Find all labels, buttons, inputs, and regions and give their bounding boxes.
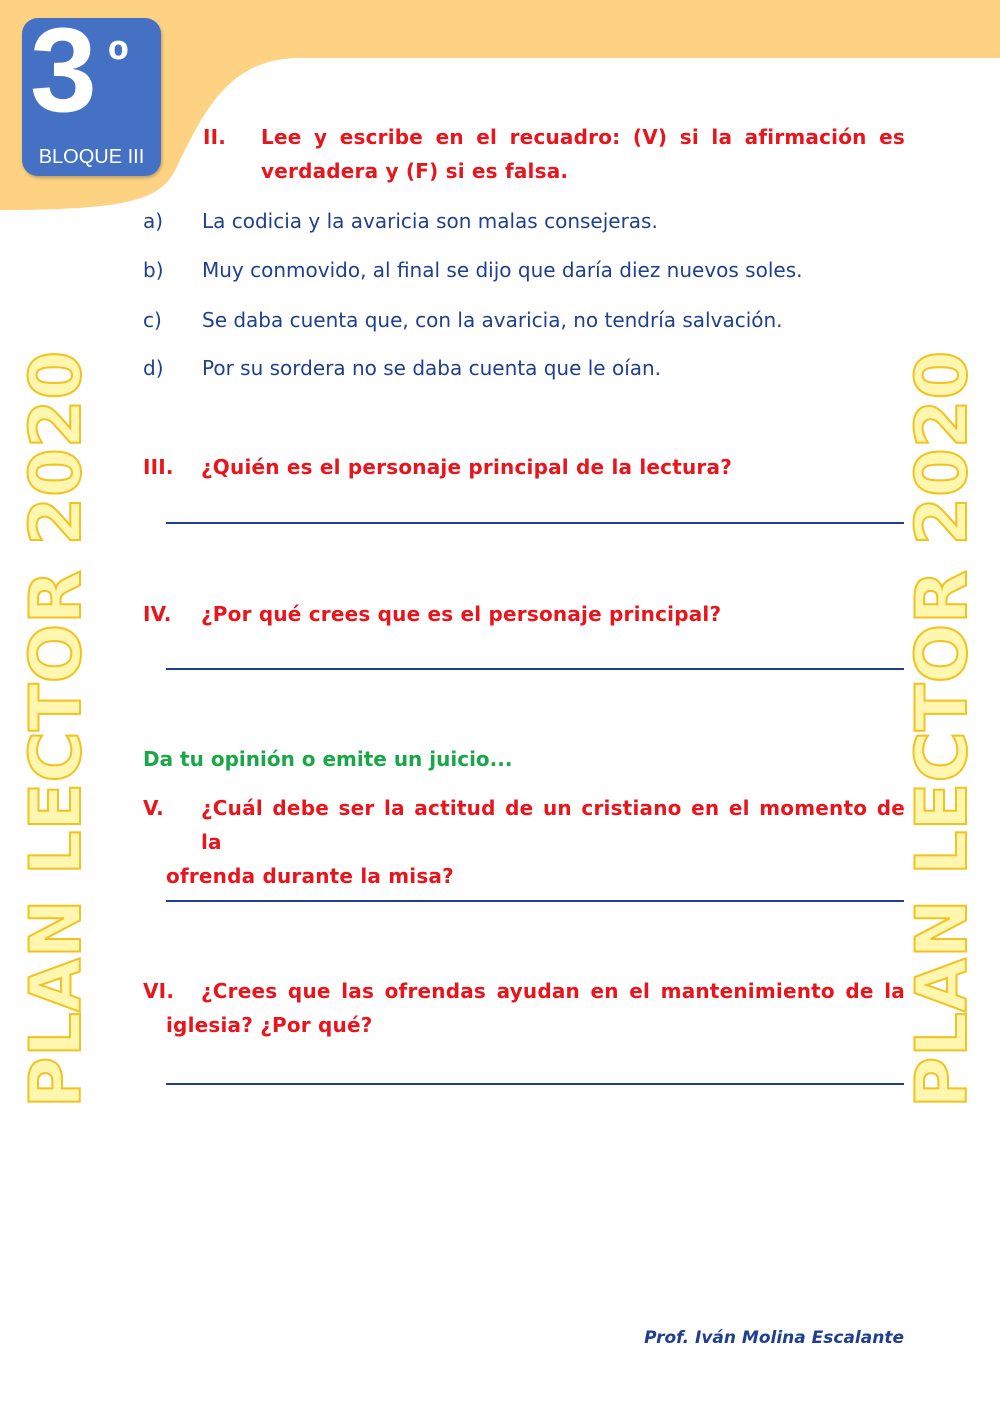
section-iii-heading [143,450,732,484]
statement-letter: d) [143,356,164,380]
grade-badge [22,3,161,176]
section-vi-line1: ¿Crees que las ofrendas ayudan en el mantenimiento de la [201,979,905,1003]
statement-text: Muy conmovido, al final se dijo que daría diez nuevos soles. [202,258,803,282]
section-v-heading [143,791,905,893]
grade-number: 3 [30,3,97,137]
statement-letter: a) [143,209,164,233]
section-iii-number: III. [143,455,174,479]
section-ii-line2: verdadera y (F) si es falsa. [261,159,569,183]
opinion-heading: Da tu opinión o emite un juicio... [143,747,513,771]
grade-ordinal: º [108,28,129,91]
section-v-number: V. [143,796,164,820]
answer-line-iii[interactable] [166,522,904,524]
statement-letter: b) [143,258,164,282]
section-ii-heading [203,120,905,188]
answer-line-v[interactable] [166,900,904,902]
statement-text: Por su sordera no se daba cuenta que le oían. [202,356,662,380]
section-v-line2: ofrenda durante la misa? [166,864,454,888]
statement-d [143,353,661,383]
statement-text: La codicia y la avaricia son malas consejeras. [202,209,658,233]
statement-text: Se daba cuenta que, con la avaricia, no tendría salvación. [202,308,783,332]
section-vi-number: VI. [143,979,175,1003]
statement-b [143,255,802,285]
author-footer: Prof. Iván Molina Escalante [644,1328,904,1348]
statement-a [143,206,658,236]
section-vi-line2: iglesia? ¿Por qué? [166,1013,373,1037]
block-label: BLOQUE III [38,146,145,168]
section-iv-number: IV. [143,602,172,626]
section-iv-heading [143,597,721,631]
watermark-left: PLAN LECTOR 2020 [15,350,97,1108]
section-vi-heading [143,974,905,1042]
section-iv-text: ¿Por qué crees que es el personaje principal? [201,602,722,626]
statement-c [143,305,783,335]
section-v-line1: ¿Cuál debe ser la actitud de un cristiano en el momento de la [201,796,905,854]
answer-line-vi[interactable] [166,1083,904,1085]
answer-line-iv[interactable] [166,668,904,670]
statement-letter: c) [143,308,162,332]
section-iii-text: ¿Quién es el personaje principal de la lectura? [201,455,732,479]
watermark-right: PLAN LECTOR 2020 [901,350,983,1108]
section-ii-line1: Lee y escribe en el recuadro: (V) si la afirmación es [261,125,905,149]
section-ii-number: II. [203,125,227,149]
